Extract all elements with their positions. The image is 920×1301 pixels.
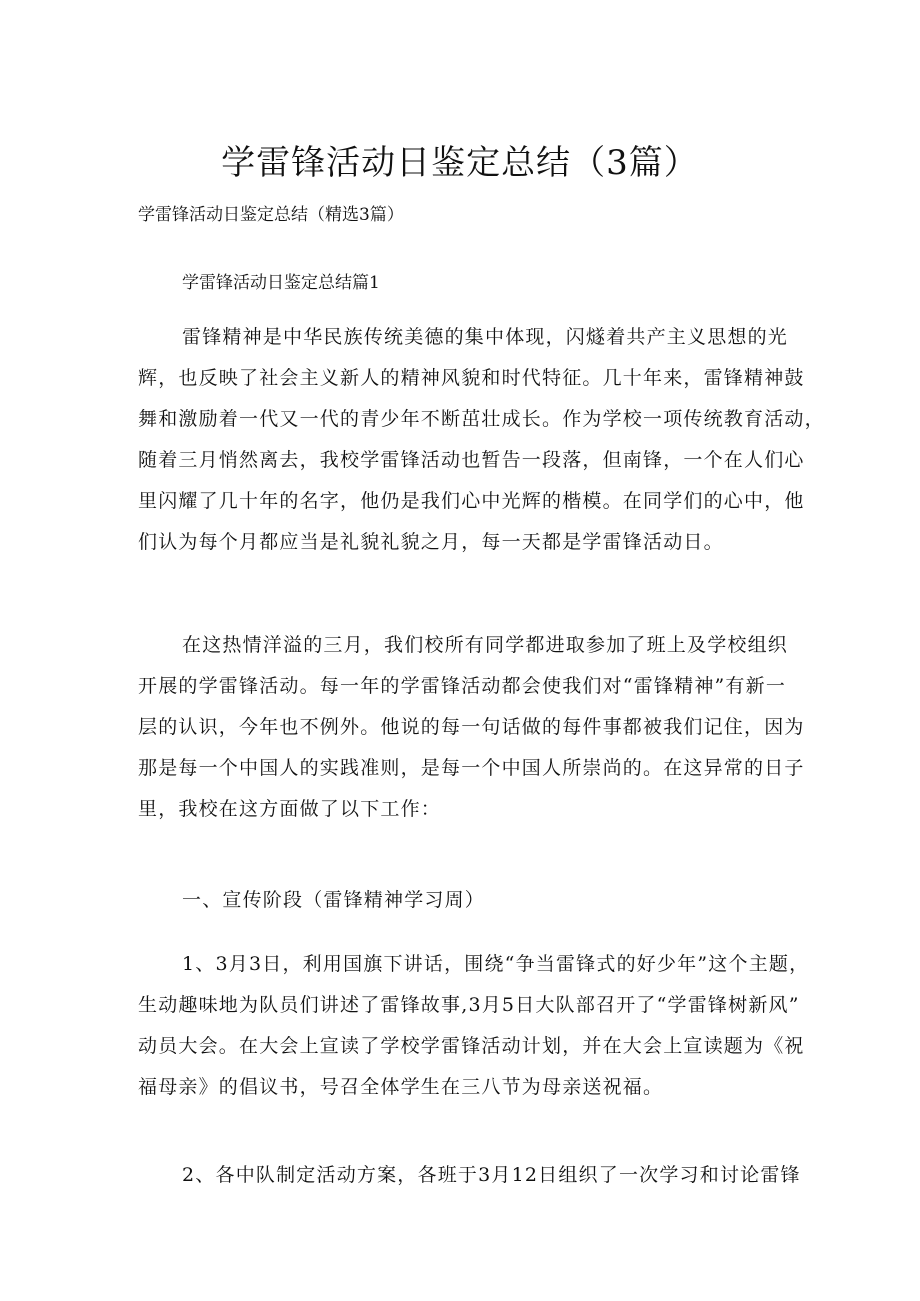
section-heading: 学雷锋活动日鉴定总结篇1 — [182, 273, 380, 293]
paragraph-line: 里，我校在这方面做了以下工作： — [138, 798, 442, 820]
paragraph-1 — [138, 317, 825, 563]
paragraph-line: 动员大会。在大会上宣读了学校学雷锋活动计划，并在大会上宣读题为《祝 — [138, 1035, 805, 1057]
paragraph-line: 开展的学雷锋活动。每一年的学雷锋活动都会使我们对“雷锋精神”有新一 — [138, 675, 787, 697]
paragraph-4-line: 2、各中队制定活动方案，各班于3月12日组织了一次学习和讨论雷锋 — [182, 1164, 801, 1186]
paragraph-line: 福母亲》的倡议书，号召全体学生在三八节为母亲送祝福。 — [138, 1076, 664, 1098]
paragraph-line: 随着三月悄然离去，我校学雷锋活动也暂告一段落，但南锋，一个在人们心 — [138, 449, 805, 471]
paragraph-line: 在这热情洋溢的三月，我们校所有同学都进取参加了班上及学校组织 — [182, 634, 789, 656]
paragraph-line: 生动趣味地为队员们讲述了雷锋故事,3月5日大队部召开了“学雷锋树新风” — [138, 994, 800, 1016]
paragraph-line: 层的认识，今年也不例外。他说的每一句话做的每件事都被我们记住，因为 — [138, 716, 805, 738]
paragraph-line: 们认为每个月都应当是礼貌礼貌之月，每一天都是学雷锋活动日。 — [138, 531, 724, 553]
paragraph-line: 里闪耀了几十年的名字，他仍是我们心中光辉的楷模。在同学们的心中，他 — [138, 490, 805, 512]
paragraph-line: 雷锋精神是中华民族传统美德的集中体现，闪燧着共产主义思想的光 — [182, 326, 789, 348]
paragraph-3 — [138, 944, 810, 1108]
document-subtitle: 学雷锋活动日鉴定总结（精选3篇） — [138, 205, 404, 225]
paragraph-line: 那是每一个中国人的实践准则，是每一个中国人所崇尚的。在这异常的日子 — [138, 757, 805, 779]
paragraph-line: 舞和激励着一代又一代的青少年不断茁壮成长。作为学校一项传统教育活动， — [138, 408, 825, 430]
paragraph-line: 辉，也反映了社会主义新人的精神风貌和时代特征。几十年来，雷锋精神鼓 — [138, 367, 805, 389]
paragraph-line: 1、3月3日，利用国旗下讲话，围绕“争当雷锋式的好少年”这个主题， — [182, 953, 810, 975]
section-1-heading: 一、宣传阶段（雷锋精神学习周） — [182, 889, 486, 911]
document-title: 学雷锋活动日鉴定总结（3篇） — [221, 143, 699, 183]
paragraph-2 — [138, 625, 805, 830]
